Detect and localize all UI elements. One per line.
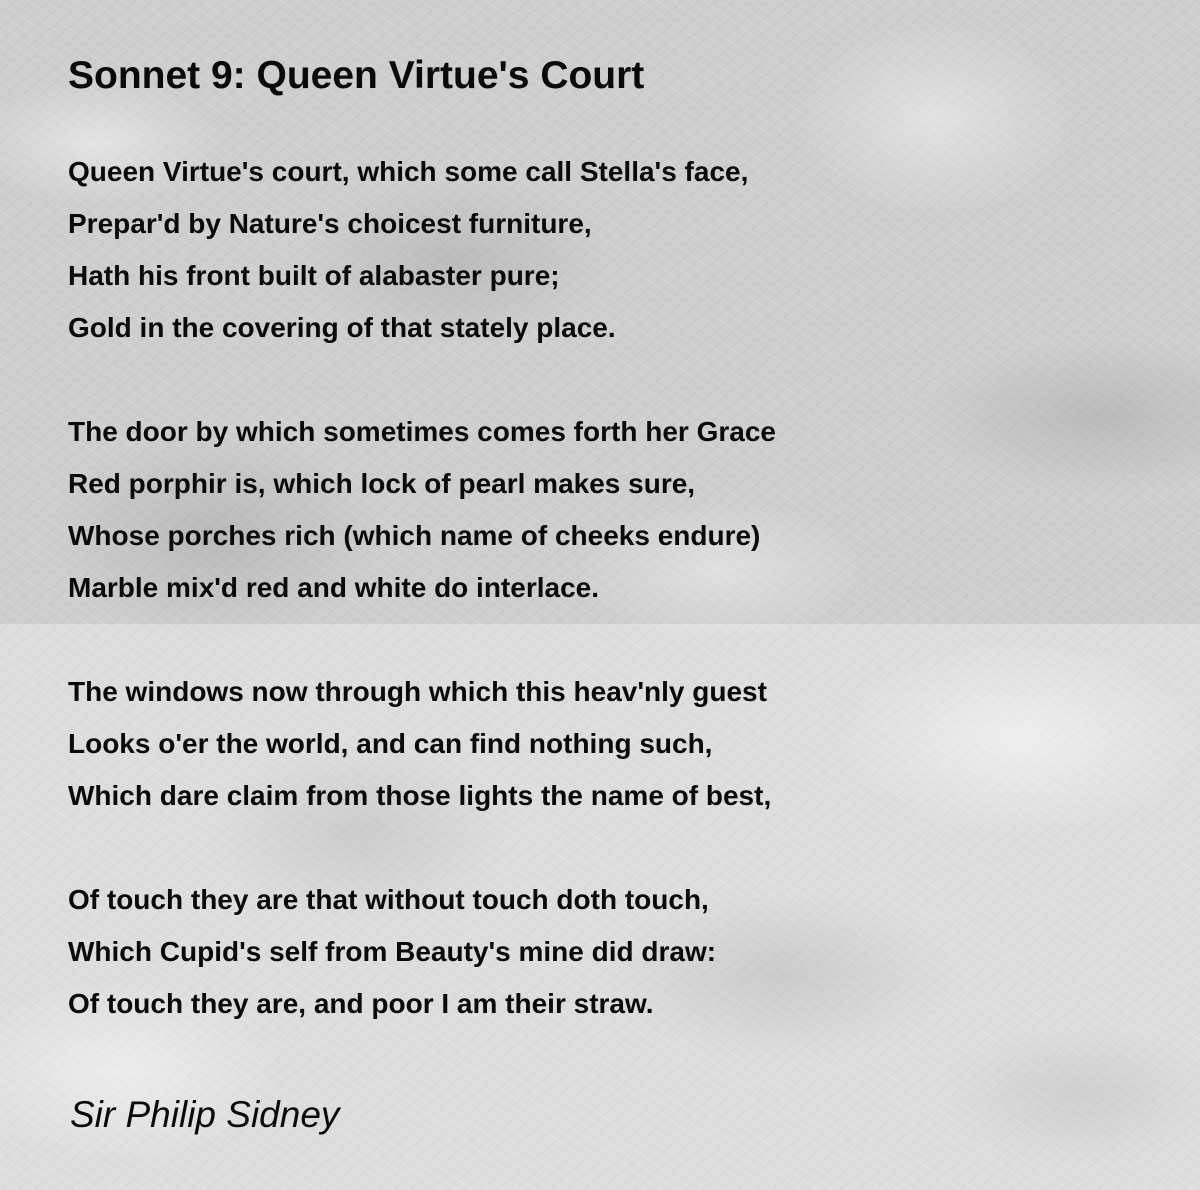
poem-author: Sir Philip Sidney [70,1094,340,1135]
stanza-2 [68,406,1148,614]
poem-line: Queen Virtue's court, which some call Stella's face, [68,156,749,187]
poem-line: Red porphir is, which lock of pearl makes sure, [68,468,696,499]
poem-line: Hath his front built of alabaster pure; [68,260,560,291]
poem-line: Which Cupid's self from Beauty's mine did draw: [68,936,717,967]
poem-line: Which dare claim from those lights the name of best, [68,780,772,811]
stanza-4 [68,874,1148,1030]
stanza-3 [68,666,1148,822]
poem-line: The windows now through which this heav'nly guest [68,676,767,707]
poem-line: Prepar'd by Nature's choicest furniture, [68,208,592,239]
stanza-1 [68,146,1148,354]
poem-title: Sonnet 9: Queen Virtue's Court [68,54,645,97]
poem-line: Of touch they are that without touch doth touch, [68,884,709,915]
poem-line: Marble mix'd red and white do interlace. [68,572,600,603]
poem-line: The door by which sometimes comes forth her Grace [68,416,776,447]
poem-line: Of touch they are, and poor I am their straw. [68,988,654,1019]
poem-container [68,48,1148,1082]
poem-line: Gold in the covering of that stately place. [68,312,616,343]
poem-line: Looks o'er the world, and can find nothing such, [68,728,713,759]
poem-line: Whose porches rich (which name of cheeks endure) [68,520,761,551]
